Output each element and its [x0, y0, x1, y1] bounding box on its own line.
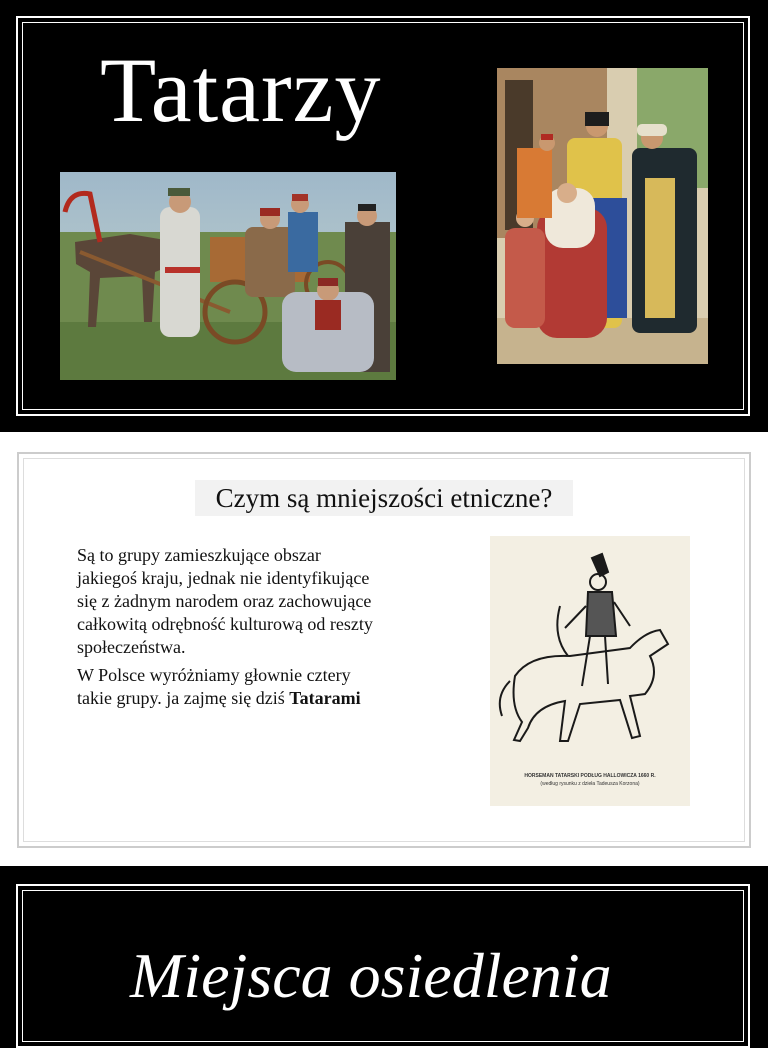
painting-tatar-family — [497, 68, 708, 364]
illustration-caption — [498, 772, 682, 788]
slide-heading: Czym są mniejszości etniczne? — [195, 480, 573, 516]
slide-tatarzy — [0, 0, 768, 432]
paragraph-poland-text: W Polsce wyróżniamy głownie cztery takie grupy. ja zajmę się dziś — [77, 665, 351, 708]
slide-body-text — [77, 544, 377, 715]
slide-title: Miejsca osiedlenia — [130, 940, 612, 1011]
paragraph-poland-bold: Tatarami — [289, 688, 361, 708]
illustration-caption-line1: HORSEMAN TATARSKI PODŁUG HALLOWICZA 1660 R. — [524, 773, 656, 779]
slide-title: Tatarzy — [100, 39, 382, 141]
slide-miejsca-osiedlenia — [0, 866, 768, 1024]
photo-tatars-with-cart — [60, 172, 396, 380]
slide-mniejszosci — [0, 432, 768, 866]
illustration-caption-line2: (według rysunku z dzieła Tadeusza Korzona) — [540, 781, 640, 787]
paragraph-poland — [77, 664, 377, 710]
paragraph-definition: Są to grupy zamieszkujące obszar jakiegoś kraju, jednak nie identyfikujące się z żadnym narodem oraz zachowujące całkowitą odrębność kulturową od reszty społeczeństwa. — [77, 545, 373, 657]
illustration-tatar-horseman — [490, 536, 690, 806]
